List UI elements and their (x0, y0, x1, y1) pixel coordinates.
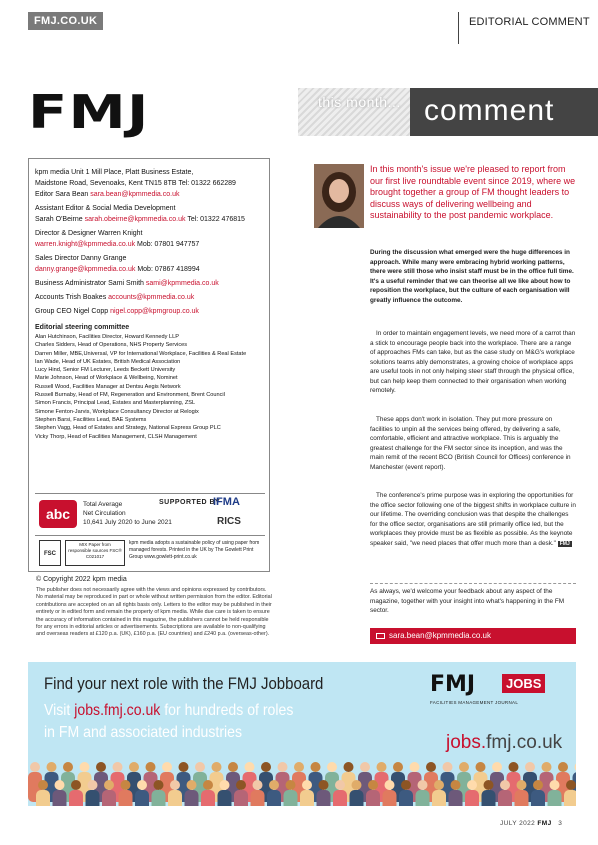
article-paragraph-3-text: The conference's prime purpose was in exploring the opportunities for the office sector following one of the biggest shifts in workplace culture in our lifetime. The overriding conclusion was that despite the challenges for the office sector, organisations are still primarily office led, but the workplaces they provide must be as flexible as possible. As the keynote speaker said, "we need places that offer much more than a desk." (370, 492, 576, 547)
crowd-illustration-icon (28, 750, 576, 806)
footer-brand: FMJ (537, 820, 552, 827)
steering-item: Simone Fenton-Jarvis, Workplace Consultancy Director at Relogix (35, 408, 199, 415)
steering-item: Vicky Thorp, Head of Facilities Management, CLSH Management (35, 433, 197, 440)
assistant-email-link[interactable]: sarah.obeirne@kpmmedia.co.uk (84, 216, 186, 223)
abc-logo: abc (39, 500, 77, 528)
section-tag: EDITORIAL COMMENT (458, 12, 590, 44)
ad-line-1-post: for hundreds of roles (160, 702, 294, 719)
rics-logo: RICS (217, 516, 241, 527)
admin-label: Business Administrator Sami Smith (35, 280, 144, 287)
admin-email-link[interactable]: sami@kpmmedia.co.uk (145, 280, 219, 287)
ad-line-1 (44, 702, 293, 720)
top-bar (0, 0, 598, 42)
director-mob: Mob: 07801 947757 (137, 241, 200, 248)
editor-label: Editor Sara Bean (35, 191, 89, 198)
ad-line-2: in FM and associated industries (44, 724, 242, 741)
ad-line-1-pre: Visit (44, 702, 75, 719)
steering-item: Darren Miller, MBE,Universal, VP for International Workplace, Facilities & Real Estate (35, 350, 247, 357)
ceo-label: Group CEO Nigel Copp (35, 308, 109, 315)
article-paragraph-3 (370, 491, 576, 549)
fsc-row (35, 535, 265, 569)
disclaimer: The publisher does not necessarily agree with the views and opinions expressed by contributors. No material may be reproduced in part or whole without written permission from the editor. Editorial contributions are accepted on an all rights basis only. Letters to the editor may be published in their entirety or in edited form and remain the property of kpm media. While due care is taken to ensure the accuracy of information contained in this magazine, the publishers cannot be held responsible for any errors in editorial articles or advertisements. Subscriptions are available to non-qualifying and overseas readers at £120 p.a. (UK), £160 p.a. (EU countries) and £240 p.a. (overseas-other). (36, 587, 272, 638)
editor-photo (314, 164, 364, 228)
accounts-email-link[interactable]: accounts@kpmmedia.co.uk (108, 294, 195, 301)
jobs-url-dark: fmj.co.uk (486, 732, 563, 753)
masthead (28, 85, 598, 139)
fsc-logo: FSC (39, 540, 61, 566)
steering-item: Alan Hutchinson, Facilities Director, Howard Kennedy LLP (35, 334, 179, 340)
envelope-icon (376, 633, 385, 639)
address-line-1: kpm media Unit 1 Mill Place, Platt Business Estate, (35, 169, 194, 176)
jobs-logo-badge: JOBS (502, 674, 545, 693)
address-line-2: Maidstone Road, Sevenoaks, Kent TN15 8TB Tel: 01322 662289 (35, 180, 236, 187)
steering-title: Editorial steering committee (35, 324, 130, 331)
assistant-line (35, 214, 263, 225)
steering-item: Stephen Vagg, Head of Estates and Strategy, National Express Group PLC (35, 425, 221, 432)
director-email-link[interactable]: warren.knight@kpmmedia.co.uk (35, 241, 136, 248)
end-mark: FMJ (559, 540, 570, 547)
assistant-tel: Tel: 01322 476815 (187, 216, 245, 223)
article-intro: During the discussion what emerged were the huge differences in approach. While many were embracing hybrid working patterns, there were still those who insist staff must be in the office full time. It's a useful reminder that we can theorise all we like about how to reposition the workplace, but the culture of each organisation will greatly influence the outcome. (370, 249, 574, 304)
steering-item: Russell Burnaby, Head of FM, Regeneration and Environment, Brent Council (35, 392, 225, 399)
sales-line (35, 264, 263, 275)
ad-jobs-link[interactable]: jobs.fmj.co.uk (74, 702, 161, 719)
steering-item: Simon Francis, Principal Lead, Estates and Masterplanning, ZSL (35, 400, 196, 407)
circulation-line-3: 10,641 July 2020 to June 2021 (83, 519, 172, 526)
steering-item: Marie Johnson, Head of Workplace & Wellbeing, Nominet (35, 375, 178, 382)
steering-item: Lucy Hind, Senior FM Lecturer, Leeds Beckett University (35, 367, 176, 374)
admin-line (35, 278, 263, 289)
circulation-line-2: Net Circulation (83, 510, 126, 517)
ad-title: Find your next role with the FMJ Jobboard (44, 674, 324, 693)
accounts-label: Accounts Trish Boakes (35, 294, 107, 301)
jobs-logo-subtitle: FACILITIES MANAGEMENT JOURNAL (430, 700, 519, 705)
editor-portrait-icon (314, 164, 364, 228)
editor-line (35, 189, 263, 200)
footer-date: JULY 2022 (500, 820, 536, 827)
editor-email[interactable]: sara.bean@kpmmedia.co.uk (389, 631, 491, 640)
article-closing: As always, we'd welcome your feedback about any aspect of the magazine, together with your insight into what's happening in the FM sector. (370, 583, 576, 616)
copyright: © Copyright 2022 kpm media (36, 576, 127, 583)
jobs-url-red: jobs. (446, 732, 487, 753)
ifma-logo: IFMA (213, 496, 240, 508)
steering-item: Russell Wood, Facilities Manager at Dentsu Aegis Network (35, 383, 181, 390)
steering-item: Ian Wade, Head of UK Estates, British Medical Association (35, 358, 181, 365)
director-title: Director & Designer Warren Knight (35, 230, 143, 237)
jobs-logo-fmj: FMJ (430, 672, 476, 697)
accounts-line (35, 292, 263, 303)
comment-heading: comment (410, 88, 598, 136)
sales-email-link[interactable]: danny.grange@kpmmedia.co.uk (35, 266, 136, 273)
circulation-line-1: Total Average (83, 501, 123, 508)
assistant-name: Sarah O'Beirne (35, 216, 83, 223)
assistant-title: Assistant Editor & Social Media Development (35, 205, 176, 212)
steering-item: Charles Sidders, Head of Operations, NHS Property Services (35, 342, 188, 349)
ceo-email-link[interactable]: nigel.copp@kpmgroup.co.uk (110, 308, 199, 315)
fmj-logo: FMJ (28, 85, 150, 139)
staff-info-box (28, 158, 270, 572)
sales-title: Sales Director Danny Grange (35, 255, 127, 262)
fmj-jobs-logo (430, 672, 552, 698)
article-lead: In this month's issue we're pleased to report from our first live roundtable event since 2019, where we brought together a group of FM thought leaders to discuss ways of delivering wellbeing and sustainability to the post pandemic workplace. (370, 164, 576, 221)
page-footer (500, 820, 562, 827)
this-month-label: this month... (318, 94, 401, 110)
steering-list (35, 333, 263, 441)
steering-item: Stephen Barsi, Facilities Lead, BAE Systems (35, 416, 147, 423)
editor-email-link[interactable]: sara.bean@kpmmedia.co.uk (90, 191, 180, 198)
ceo-line (35, 306, 263, 317)
page-number: 3 (558, 820, 563, 827)
sales-mob: Mob: 07867 418994 (137, 266, 200, 273)
article-paragraph-2: These apps don't work in isolation. They put more pressure on facilities to unpin all the services being offered, by delivering a safe, comfortable, efficient and attractive workplace. This is arguably the greatest challenge for the FM sector since its inception, and was the main remit of the recent BCO (British Council for Offices) conference in Manchester (event report). (370, 416, 571, 471)
jobboard-ad[interactable] (28, 662, 576, 806)
supported-by-label: SUPPORTED BY (159, 499, 221, 506)
director-line (35, 239, 263, 250)
site-tag[interactable]: FMJ.CO.UK (28, 12, 103, 30)
print-policy-text: kpm media adopts a sustainable policy of using paper from managed forests. Printed in the UK by The Gowlett Print Group www.gowlett-print.co.uk (129, 540, 260, 560)
editor-email-bar[interactable] (370, 628, 576, 644)
article-paragraph-1: In order to maintain engagement levels, we need more of a carrot than a stick to encourage people back into the workplace. There are a range of approaches FMs can take, but as the case study on M&G's workplace solutions teams ably demonstrates, a growing choice of workplace apps are useful tools in not only helping steer staff through the physical office, but can help keep them connected to their organisation when working remotely. (370, 330, 576, 394)
circulation-row (35, 493, 265, 533)
fsc-mix-label: MIX Paper from responsible sources FSC® C021017 (65, 540, 125, 566)
